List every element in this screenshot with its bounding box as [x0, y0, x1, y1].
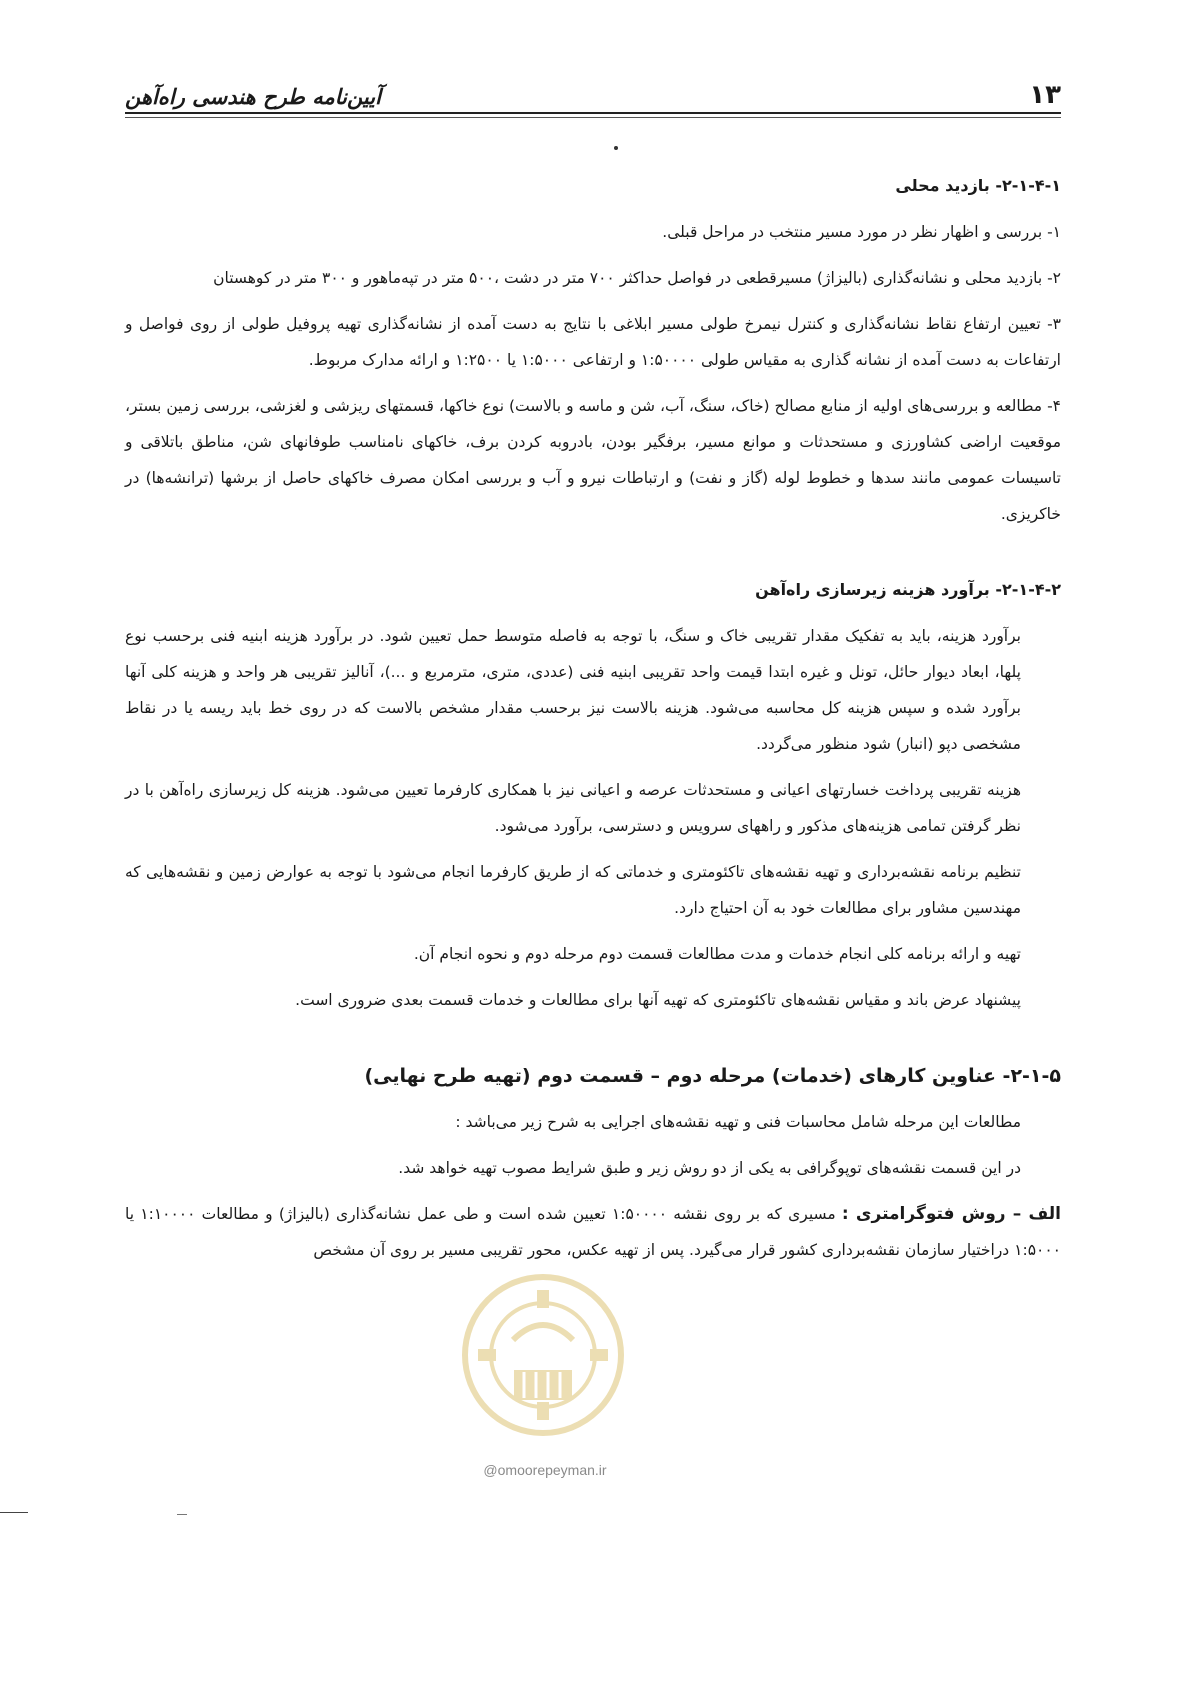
- watermark-caption: @omoorepeyman.ir: [483, 1462, 607, 1478]
- scan-mark: [177, 1514, 187, 1515]
- paragraph: در این قسمت نقشه‌های توپوگرافی به یکی از دو روش زیر و طبق شرایط مصوب تهیه خواهد شد.: [398, 1159, 1021, 1177]
- paragraph: تهیه و ارائه برنامه کلی انجام خدمات و مدت مطالعات قسمت دوم مرحله دوم و نحوه انجام آن.: [413, 945, 1021, 963]
- list-item: ۴- مطالعه و بررسی‌های اولیه از منابع مصالح (خاک، سنگ، آب، شن و ماسه و بالاست) نوع خاکها، قسمتهای ریزشی و لغزشی، بررسی زمین بستر، موقعیت اراضی کشاورزی و مستحدثات و موانع مسیر، برفگیر بودن، بادروبه کردن برف، خاکهای نامناسب طوفانهای شن، مناطق باتلاقی و تاسیسات عمومی مانند سدها و خطوط لوله (گاز و نفت) و ارتباطات نیرو و آب و بررسی امکان مصرف خاکهای حاصل از برشها (ترانشه‌ها) در خاکریزی.: [125, 397, 1061, 523]
- body-text: [125, 168, 1061, 1278]
- section-heading-cost-estimate: ۲-۱-۴-۲- برآورد هزینه زیرسازی راه‌آهن: [755, 580, 1061, 599]
- scan-mark: [0, 1512, 28, 1513]
- paragraph: تنظیم برنامه نقشه‌برداری و تهیه نقشه‌های تاکئومتری و خدماتی که از طریق کارفرما انجام می‌شود با توجه به عوارض زمین و نقشه‌هایی که مهندسین مشاور برای مطالعات خود به آن احتیاج دارد.: [125, 863, 1021, 917]
- section-heading-phase-two: ۲-۱-۵- عناوین کارهای (خدمات) مرحله دوم – قسمت دوم (تهیه طرح نهایی): [364, 1065, 1061, 1087]
- header-rule-thin: [125, 117, 1061, 118]
- paragraph: مطالعات این مرحله شامل محاسبات فنی و تهیه نقشه‌های اجرایی به شرح زیر می‌باشد :: [455, 1113, 1021, 1131]
- header-rule: [125, 112, 1061, 114]
- list-item: ۱- بررسی و اظهار نظر در مورد مسیر منتخب در مراحل قبلی.: [662, 223, 1061, 241]
- page-number: ۱۳: [1029, 80, 1061, 110]
- scan-dot: [614, 146, 618, 150]
- book-title: آیین‌نامه طرح هندسی راه‌آهن: [125, 85, 381, 109]
- method-a-text: مسیری که بر روی نقشه ۱:۵۰۰۰۰ تعیین شده است و طی عمل نشانه‌گذاری (بالیزاژ) و مطالعات ۱:۱۰۰۰۰ یا ۱:۵۰۰۰ دراختیار سازمان نقشه‌برداری کشور قرار می‌گیرد. پس از تهیه عکس، محور تقریبی مسیر بر روی آن مشخص: [125, 1205, 1061, 1259]
- paragraph: هزینه تقریبی پرداخت خسارتهای اعیانی و مستحدثات عرصه و اعیانی نیز با همکاری کارفرما تعیین می‌شود. هزینه کل زیرسازی راه‌آهن با در نظر گرفتن تمامی هزینه‌های مذکور و راههای سرویس و دسترسی، برآورد می‌شود.: [125, 781, 1021, 835]
- list-item: ۳- تعیین ارتفاع نقاط نشانه‌گذاری و کنترل نیمرخ طولی مسیر ابلاغی با نتایج به دست آمده از نشانه‌گذاری تهیه پروفیل طولی از روی فواصل و ارتفاعات به دست آمده از نشانه گذاری به مقیاس طولی ۱:۵۰۰۰۰ و ارتفاعی ۱:۵۰۰۰ یا ۱:۲۵۰۰ و ارائه مدارک مربوط.: [125, 315, 1061, 369]
- method-a-lead: الف – روش فتوگرامتری :: [841, 1204, 1061, 1224]
- list-item: ۲- بازدید محلی و نشانه‌گذاری (بالیزاژ) مسیرقطعی در فواصل حداکثر ۷۰۰ متر در دشت ،۵۰۰ متر در تپه‌ماهور و ۳۰۰ متر در کوهستان: [213, 269, 1061, 287]
- paragraph: برآورد هزینه، باید به تفکیک مقدار تقریبی خاک و سنگ، با توجه به فاصله متوسط حمل تعیین شود. در برآورد هزینه ابنیه فنی برحسب نوع پلها، ابعاد دیوار حائل، تونل و غیره ابتدا قیمت واحد تقریبی ابنیه فنی (عددی، متری، مترمربع و ...)، آنالیز تقریبی هر واحد و هزینه کلی آنها برآورد شده و سپس هزینه کل محاسبه می‌شود. هزینه بالاست نیز برحسب مقدار مشخص بالاست که در روی خط باید ریسه یا در نقاط مشخصی دپو (انبار) شود منظور می‌گردد.: [125, 627, 1021, 753]
- running-header: [125, 72, 1061, 108]
- section-heading-site-visit: ۲-۱-۴-۱- بازدید محلی: [895, 176, 1061, 195]
- method-a-paragraph: [125, 1196, 1061, 1268]
- watermark-logo-icon: [458, 1270, 628, 1460]
- paragraph: پیشنهاد عرض باند و مقیاس نقشه‌های تاکئومتری که تهیه آنها برای مطالعات و خدمات قسمت بعدی ضروری است.: [295, 991, 1021, 1009]
